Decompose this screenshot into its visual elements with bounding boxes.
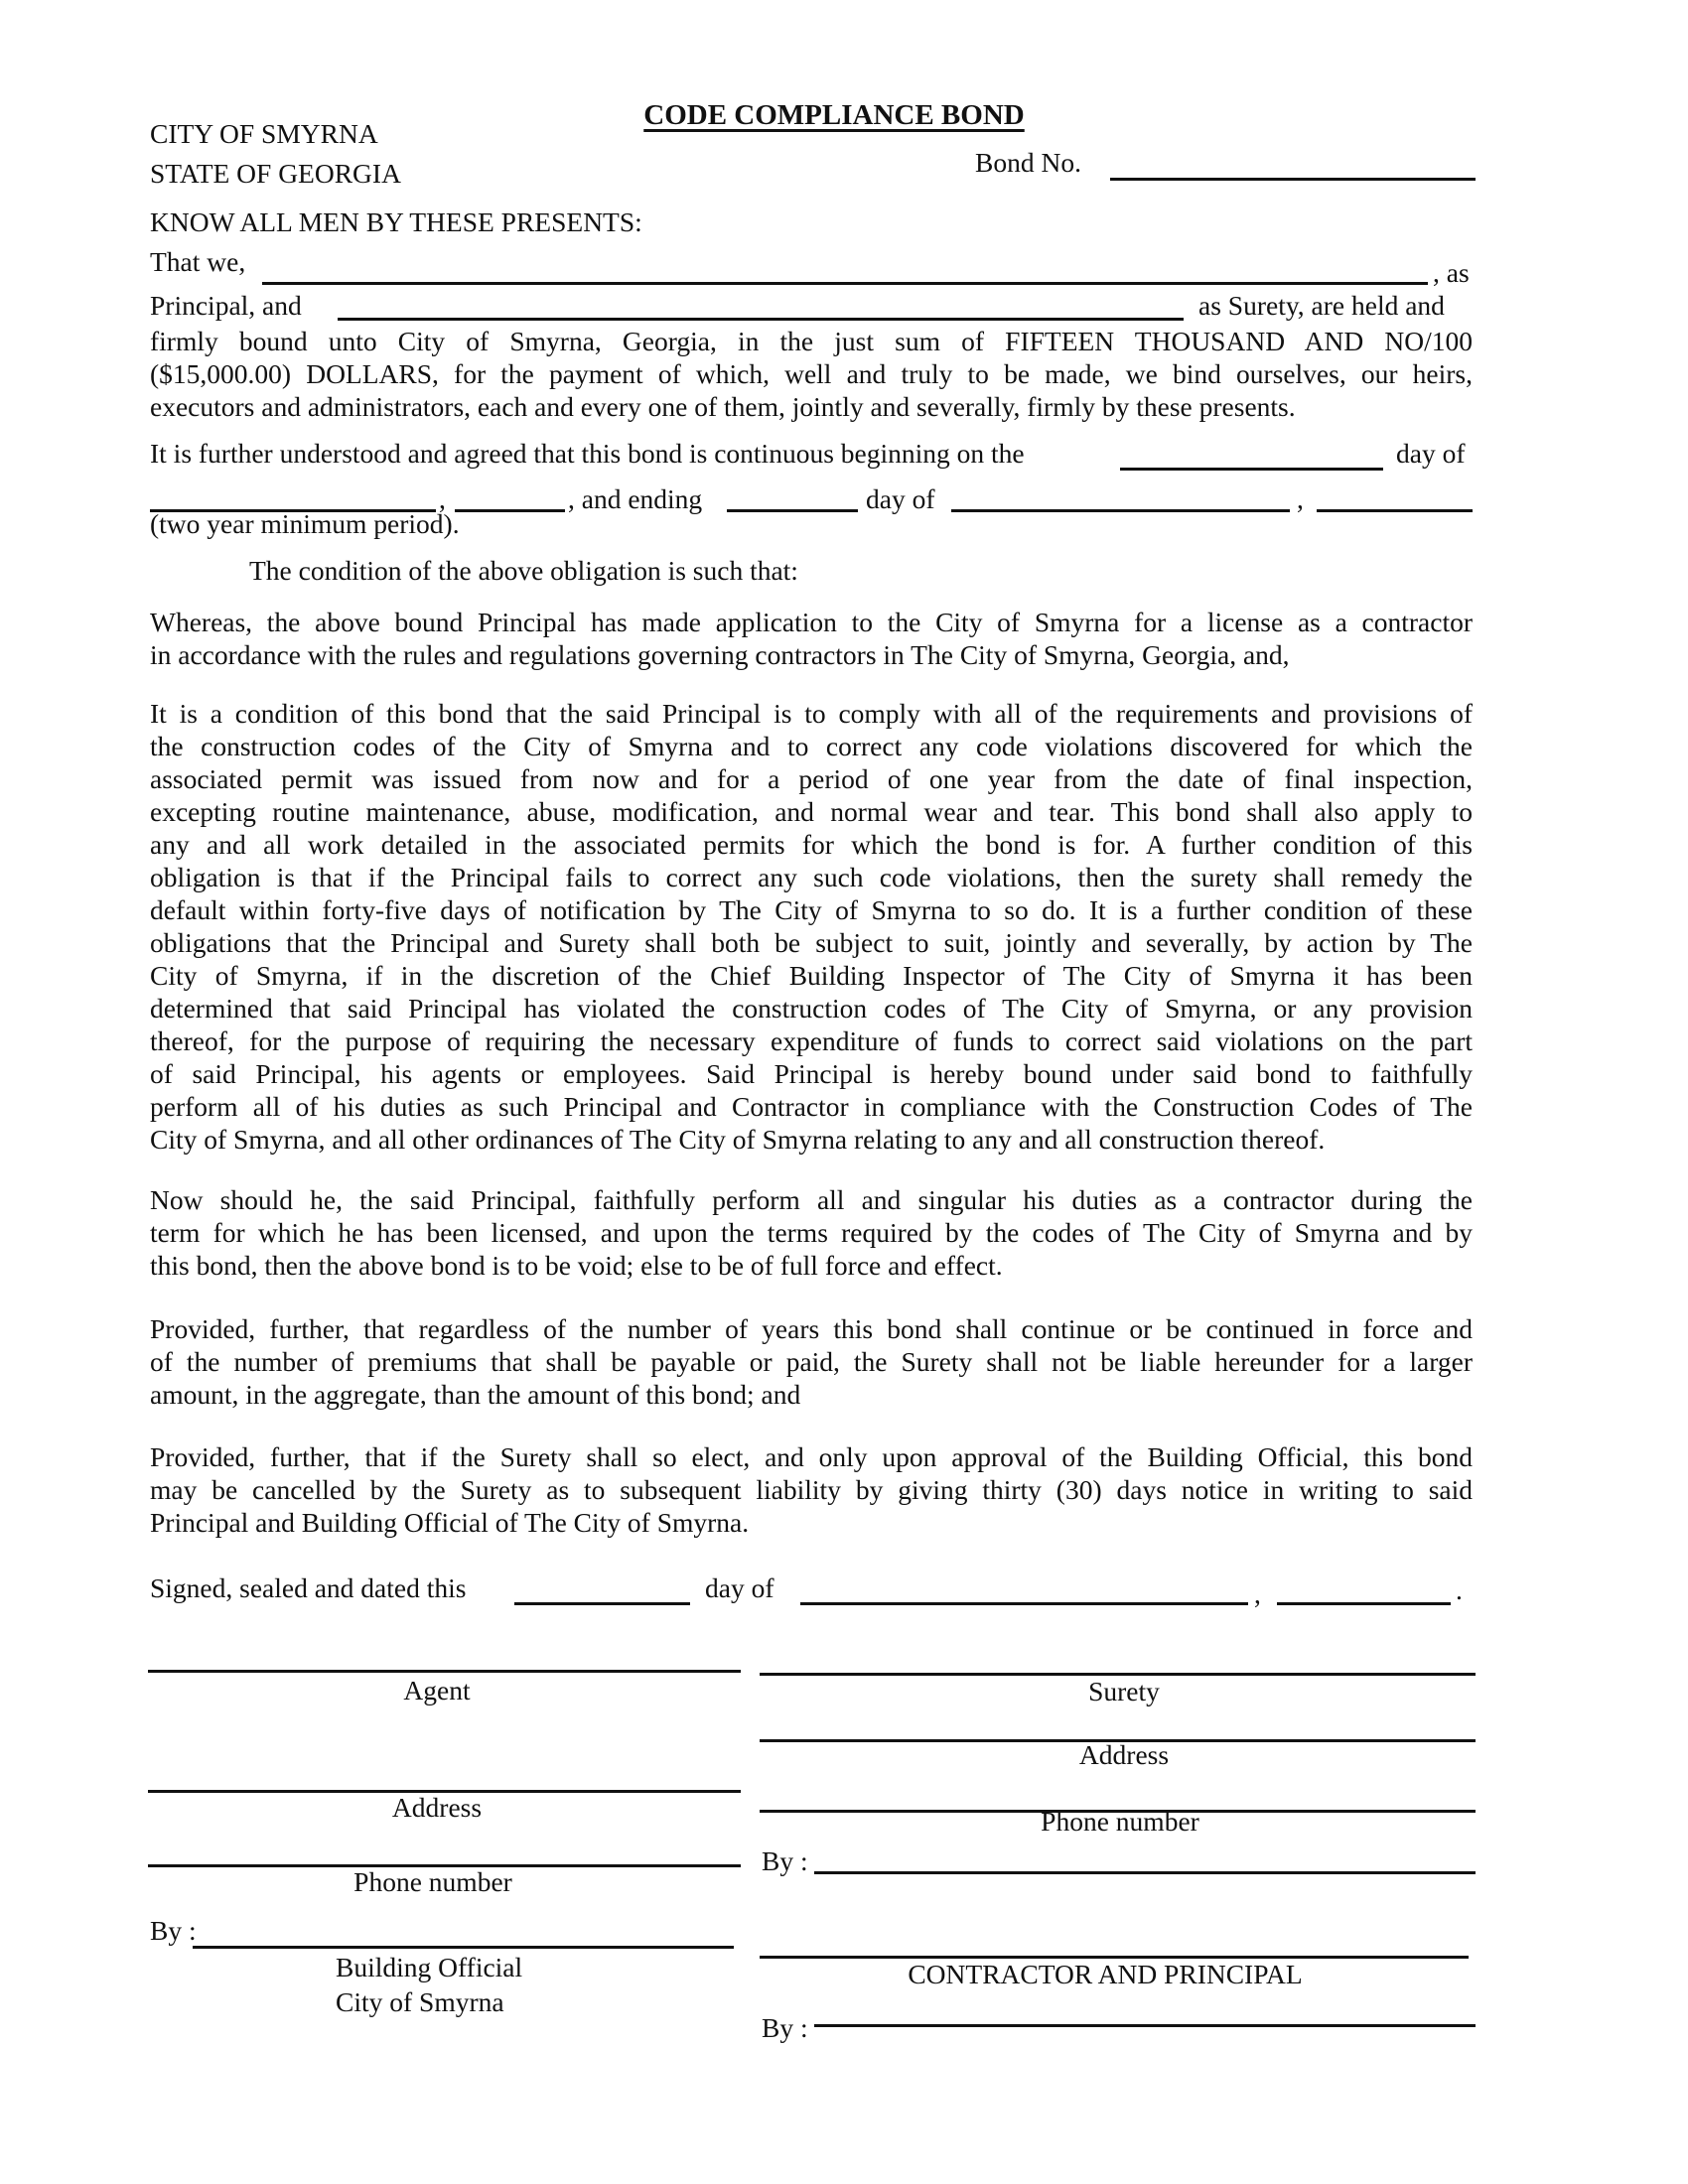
surety-by-signature-line[interactable] [814,1871,1476,1874]
paragraph-line: ($15,000.00) DOLLARS, for the payment of which, well and truly to be made, we bind ourselves, our heirs, [150,358,1473,389]
signed-month-field[interactable] [800,1602,1248,1605]
city-of-smyrna-label: City of Smyrna [336,1986,504,2017]
paragraph-line: default within forty-five days of notification by The City of Smyrna to so do. It is a further condition of these [150,894,1473,925]
paragraph-line: in accordance with the rules and regulations governing contractors in The City of Smyrna, Georgia, and, [150,639,1290,670]
paragraph-line: perform all of his duties as such Principal and Contractor in compliance with the Construction Codes of The [150,1091,1473,1122]
paragraph-obligation [150,325,1473,423]
paragraph-line: firmly bound unto City of Smyrna, Georgia, in the just sum of FIFTEEN THOUSAND AND NO/100 [150,326,1473,356]
address-label-right: Address [1078,1739,1170,1770]
paragraph-line: associated permit was issued from now and for a period of one year from the date of final inspection, [150,763,1473,794]
paragraph-provided-2 [150,1440,1473,1539]
paragraph-line: the construction codes of the City of Smyrna and to correct any code violations discovered for which the [150,731,1473,761]
signed-day-field[interactable] [514,1602,690,1605]
paragraph-line: obligation is that if the Principal fails to correct any such code violations, then the surety shall remedy the [150,862,1473,892]
paragraph-line: term for which he has been licensed, and upon the terms required by the codes of The City of Smyrna and by [150,1217,1473,1248]
building-official-label: Building Official [336,1952,523,1982]
paragraph-line: of said Principal, his agents or employees. Said Principal is hereby bound under said bond to faithfully [150,1058,1473,1089]
contractor-label: CONTRACTOR AND PRINCIPAL [908,1959,1303,1989]
principal-and-label: Principal, and [150,290,302,321]
paragraph-line: City of Smyrna, if in the discretion of the Chief Building Inspector of The City of Smyrna it has been [150,960,1473,991]
period: . [1456,1574,1463,1605]
paragraph-line: Principal and Building Official of The City of Smyrna. [150,1507,750,1538]
paragraph-line: determined that said Principal has violated the construction codes of The City of Smyrna, or any provision [150,993,1473,1024]
day-of-text: day of [1396,438,1466,469]
begin-day-field[interactable] [1120,468,1383,471]
by-label-left: By : [150,1915,197,1946]
agent-label: Agent [403,1675,471,1706]
paragraph-line: It is a condition of this bond that the said Principal is to comply with all of the requirements and provisions of [150,698,1473,729]
paragraph-line: may be cancelled by the Surety as to subsequent liability by giving thirty (30) days notice in writing to said [150,1474,1473,1505]
paragraph-line: this bond, then the above bond is to be void; else to be of full force and effect. [150,1250,1003,1281]
contractor-by-signature-line[interactable] [814,2024,1476,2027]
paragraph-line: Provided, further, that regardless of the number of years this bond shall continue or be continued in force and [150,1313,1473,1344]
by-label-contractor: By : [762,2012,808,2043]
paragraph-line: Provided, further, that if the Surety shall so elect, and only upon approval of the Building Official, this bond [150,1441,1473,1472]
condition-text: The condition of the above obligation is such that: [249,555,798,586]
surety-name-field[interactable] [338,318,1184,321]
address-label-left: Address [391,1792,483,1823]
paragraph-condition [150,697,1473,1156]
paragraph-line: any and all work detailed in the associated permits for which the bond is for. A further condition of this [150,829,1473,860]
begin-year-field[interactable] [455,509,565,512]
paragraph-provided-1 [150,1312,1473,1411]
building-official-signature-line[interactable] [193,1946,734,1949]
end-day-field[interactable] [727,509,858,512]
paragraph-line: executors and administrators, each and every one of them, jointly and severally, firmly by these presents. [150,391,1296,422]
phone-label-right: Phone number [1041,1806,1199,1837]
minimum-period-text: (two year minimum period). [150,508,460,539]
signed-year-field[interactable] [1277,1602,1451,1605]
comma: , [1297,483,1304,514]
bond-no-label: Bond No. [975,147,1081,178]
state-name: STATE OF GEORGIA [150,158,401,189]
paragraph-line: thereof, for the purpose of requiring the necessary expenditure of funds to correct said violations on the part [150,1025,1473,1056]
paragraph-whereas [150,606,1473,671]
signed-text: Signed, sealed and dated this [150,1572,467,1603]
bond-no-field[interactable] [1110,178,1476,181]
agent-signature-line[interactable] [148,1670,741,1673]
that-we-label: That we, [150,246,246,277]
surety-label: Surety [1088,1676,1160,1706]
as-text: , as [1433,257,1470,288]
paragraph-line: of the number of premiums that shall be payable or paid, the Surety shall not be liable hereunder for a larger [150,1346,1473,1377]
paragraph-line: amount, in the aggregate, than the amount of this bond; and [150,1379,801,1410]
end-month-field[interactable] [951,509,1290,512]
paragraph-line: excepting routine maintenance, abuse, modification, and normal wear and tear. This bond shall also apply to [150,796,1473,827]
principal-name-field[interactable] [262,282,1428,285]
paragraph-line: obligations that the Principal and Surety shall both be subject to suit, jointly and severally, by action by The [150,927,1473,958]
paragraph-line: City of Smyrna, and all other ordinances of The City of Smyrna relating to any and all construction thereof. [150,1124,1326,1155]
end-year-field[interactable] [1317,509,1473,512]
signed-day-of: day of [705,1572,774,1603]
city-name: CITY OF SMYRNA [150,118,378,149]
day-of-text-2: day of [866,483,935,514]
comma: , [439,483,446,514]
document-title: CODE COMPLIANCE BOND [643,99,1025,131]
as-surety-text: as Surety, are held and [1198,290,1445,321]
by-label-right: By : [762,1845,808,1876]
paragraph-line: Whereas, the above bound Principal has made application to the City of Smyrna for a license as a contractor [150,607,1473,637]
know-all-men: KNOW ALL MEN BY THESE PRESENTS: [150,206,642,237]
and-ending-text: , and ending [568,483,703,514]
phone-label-left: Phone number [353,1866,512,1897]
paragraph-now-should [150,1183,1473,1282]
paragraph-line: Now should he, the said Principal, faithfully perform all and singular his duties as a contractor during the [150,1184,1473,1215]
term-text: It is further understood and agreed that this bond is continuous beginning on the [150,438,1025,469]
comma: , [1254,1578,1261,1609]
